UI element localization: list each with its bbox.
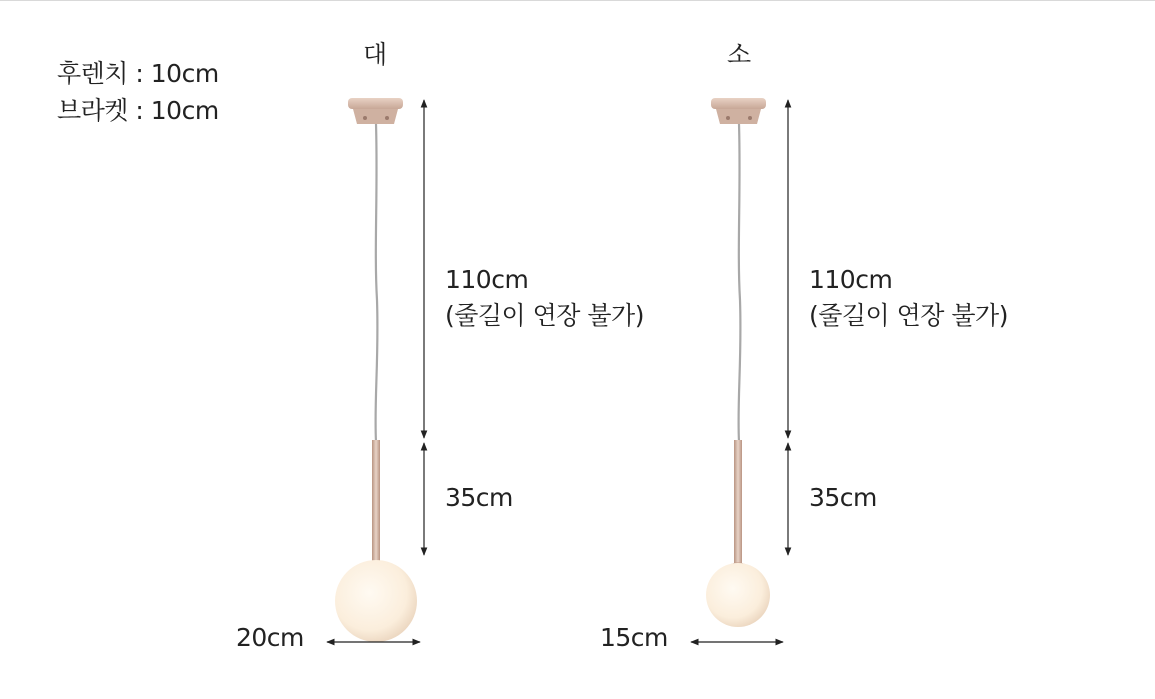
spec-canopy: 후렌치 : 10cm — [57, 59, 219, 88]
lamp-large-globe-diameter: 20cm — [236, 623, 304, 652]
lamp-large-title: 대 — [363, 40, 388, 69]
lamp-small-cord-note: (줄길이 연장 불가) — [809, 301, 1008, 330]
lamp-small-title: 소 — [727, 40, 752, 69]
lamp-small-canopy — [711, 98, 766, 124]
lamp-large-cord-length: 110cm — [445, 265, 529, 294]
lamp-large-canopy — [348, 98, 403, 124]
lamp-large-globe — [335, 560, 417, 642]
lamp-large-illustration — [335, 98, 417, 642]
lamp-large-cord-note: (줄길이 연장 불가) — [445, 301, 644, 330]
lamp-large-cord — [376, 124, 378, 442]
lamp-small-globe — [706, 563, 770, 627]
lamp-large-rod-length: 35cm — [445, 483, 513, 512]
spec-bracket: 브라켓 : 10cm — [57, 96, 219, 125]
lamp-large-rod — [372, 440, 380, 562]
lamp-small-cord-length: 110cm — [809, 265, 893, 294]
lamp-small-rod-length: 35cm — [809, 483, 877, 512]
lamp-small-globe-diameter: 15cm — [600, 623, 668, 652]
lamp-small-cord — [739, 124, 741, 442]
lamp-small-illustration — [706, 98, 770, 627]
lamp-small-rod — [734, 440, 742, 564]
